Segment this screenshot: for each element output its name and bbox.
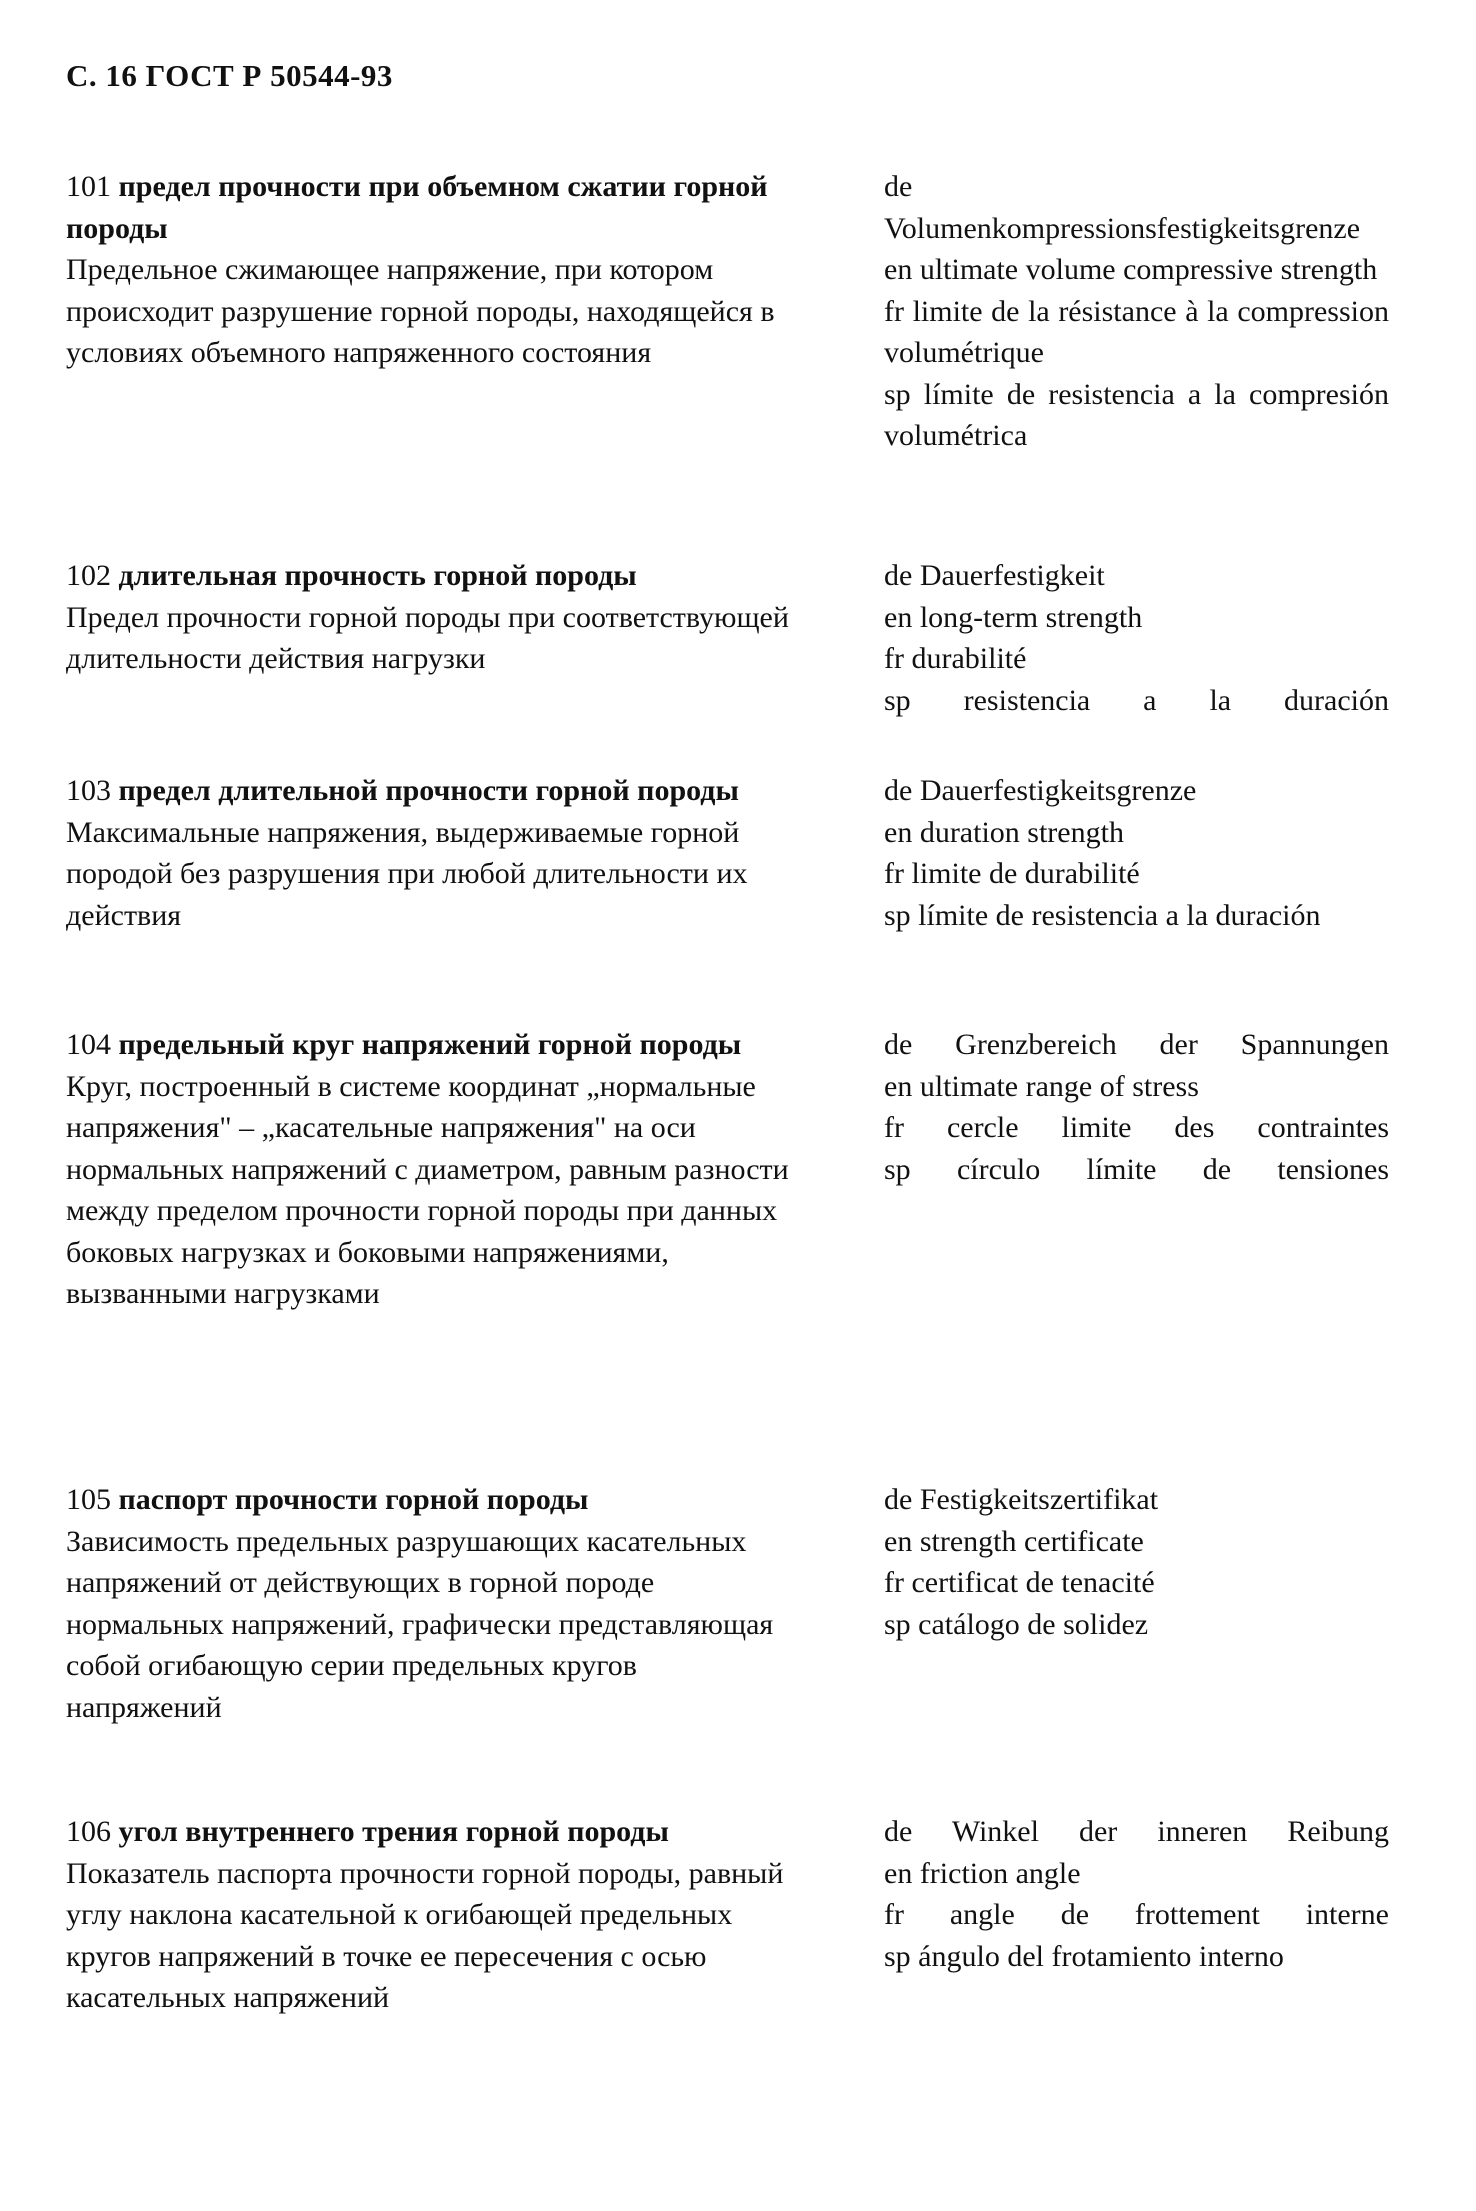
russian-term-block — [66, 1479, 796, 1728]
foreign-equivalents — [884, 1024, 1389, 1190]
term-definition: Круг, построенный в системе координат „нормальные напряжения" – „касательные напряжения" на оси нормальных напряжений с диаметром, равным разности между пределом прочности горной породы при данных боковых нагрузках и боковыми напряжениями, вызванными нагрузками — [66, 1069, 789, 1310]
equivalent-sp: sp catálogo de solidez — [884, 1607, 1149, 1641]
term-title: паспорт прочности горной породы — [118, 1483, 589, 1516]
equivalent-en: en strength certificate — [884, 1524, 1144, 1558]
term-definition: Максимальные напряжения, выдерживаемые горной породой без разрушения при любой длительности их действия — [66, 815, 748, 932]
term-title: угол внутреннего трения горной породы — [118, 1815, 669, 1848]
equivalent-en: en duration strength — [884, 815, 1124, 849]
page-header: С. 16 ГОСТ Р 50544-93 — [66, 58, 393, 93]
russian-term-block — [66, 1024, 796, 1315]
equivalent-fr: fr limite de la résistance à la compression volumétrique — [884, 294, 1389, 369]
term-title: предельный круг напряжений горной породы — [118, 1028, 742, 1061]
equivalent-fr: fr limite de durabilité — [884, 857, 1140, 890]
equivalent-en: en ultimate range of stress — [884, 1069, 1199, 1103]
russian-term-block — [66, 555, 796, 680]
equivalent-en: en long-term strength — [884, 600, 1143, 634]
foreign-equivalents — [884, 555, 1389, 721]
foreign-equivalents — [884, 1811, 1389, 1977]
foreign-equivalents — [884, 770, 1389, 936]
equivalent-sp: sp ángulo del frotamiento interno — [884, 1939, 1284, 1973]
equivalent-de: de Dauerfestigkeit — [884, 559, 1105, 592]
equivalent-de: de Volumenkompressionsfestigkeitsgrenze — [884, 170, 1361, 245]
term-definition: Показатель паспорта прочности горной породы, равный углу наклона касательной к огибающей предельных кругов напряжений в точке ее пересечения с осью касательных напряжений — [66, 1856, 784, 2014]
russian-term-block — [66, 770, 796, 936]
russian-term-block — [66, 1811, 796, 2019]
foreign-equivalents — [884, 166, 1389, 457]
equivalent-de: de Festigkeitszertifikat — [884, 1483, 1159, 1516]
term-definition: Зависимость предельных разрушающих касательных напряжений от действующих в горной породе нормальных напряжений, графически представляющая собой огибающую серии предельных кругов напряжений — [66, 1524, 774, 1724]
equivalent-de: de Winkel der inneren Reibung — [884, 1815, 1389, 1848]
equivalent-de: de Dauerfestigkeitsgrenze — [884, 774, 1197, 807]
term-number: 103 — [66, 774, 119, 807]
equivalent-fr: fr angle de frottement interne — [884, 1898, 1389, 1931]
equivalent-en: en ultimate volume compressive strength — [884, 253, 1378, 286]
term-number: 102 — [66, 559, 119, 592]
equivalent-fr: fr certificat de tenacité — [884, 1566, 1155, 1599]
term-number: 101 — [66, 170, 119, 203]
equivalent-en: en friction angle — [884, 1856, 1081, 1890]
term-number: 105 — [66, 1483, 119, 1516]
term-title: предел длительной прочности горной породы — [118, 774, 739, 807]
equivalent-sp: sp límite de resistencia a la duración — [884, 898, 1321, 932]
equivalent-sp: sp círculo límite de tensiones — [884, 1152, 1389, 1186]
russian-term-block — [66, 166, 796, 374]
equivalent-fr: fr durabilité — [884, 642, 1027, 675]
foreign-equivalents — [884, 1479, 1389, 1645]
term-number: 104 — [66, 1028, 119, 1061]
equivalent-fr: fr cercle limite des contraintes — [884, 1111, 1389, 1144]
term-definition: Предел прочности горной породы при соответствующей длительности действия нагрузки — [66, 600, 789, 675]
term-definition: Предельное сжимающее напряжение, при котором происходит разрушение горной породы, находящейся в условиях объемного напряженного состояния — [66, 253, 775, 369]
term-number: 106 — [66, 1815, 119, 1848]
term-title: предел прочности при объемном сжатии горной породы — [66, 170, 768, 245]
term-title: длительная прочность горной породы — [118, 559, 637, 592]
equivalent-sp: sp resistencia a la duración — [884, 683, 1389, 717]
equivalent-sp: sp límite de resistencia a la compresión volumétrica — [884, 377, 1389, 452]
equivalent-de: de Grenzbereich der Spannungen — [884, 1028, 1389, 1061]
